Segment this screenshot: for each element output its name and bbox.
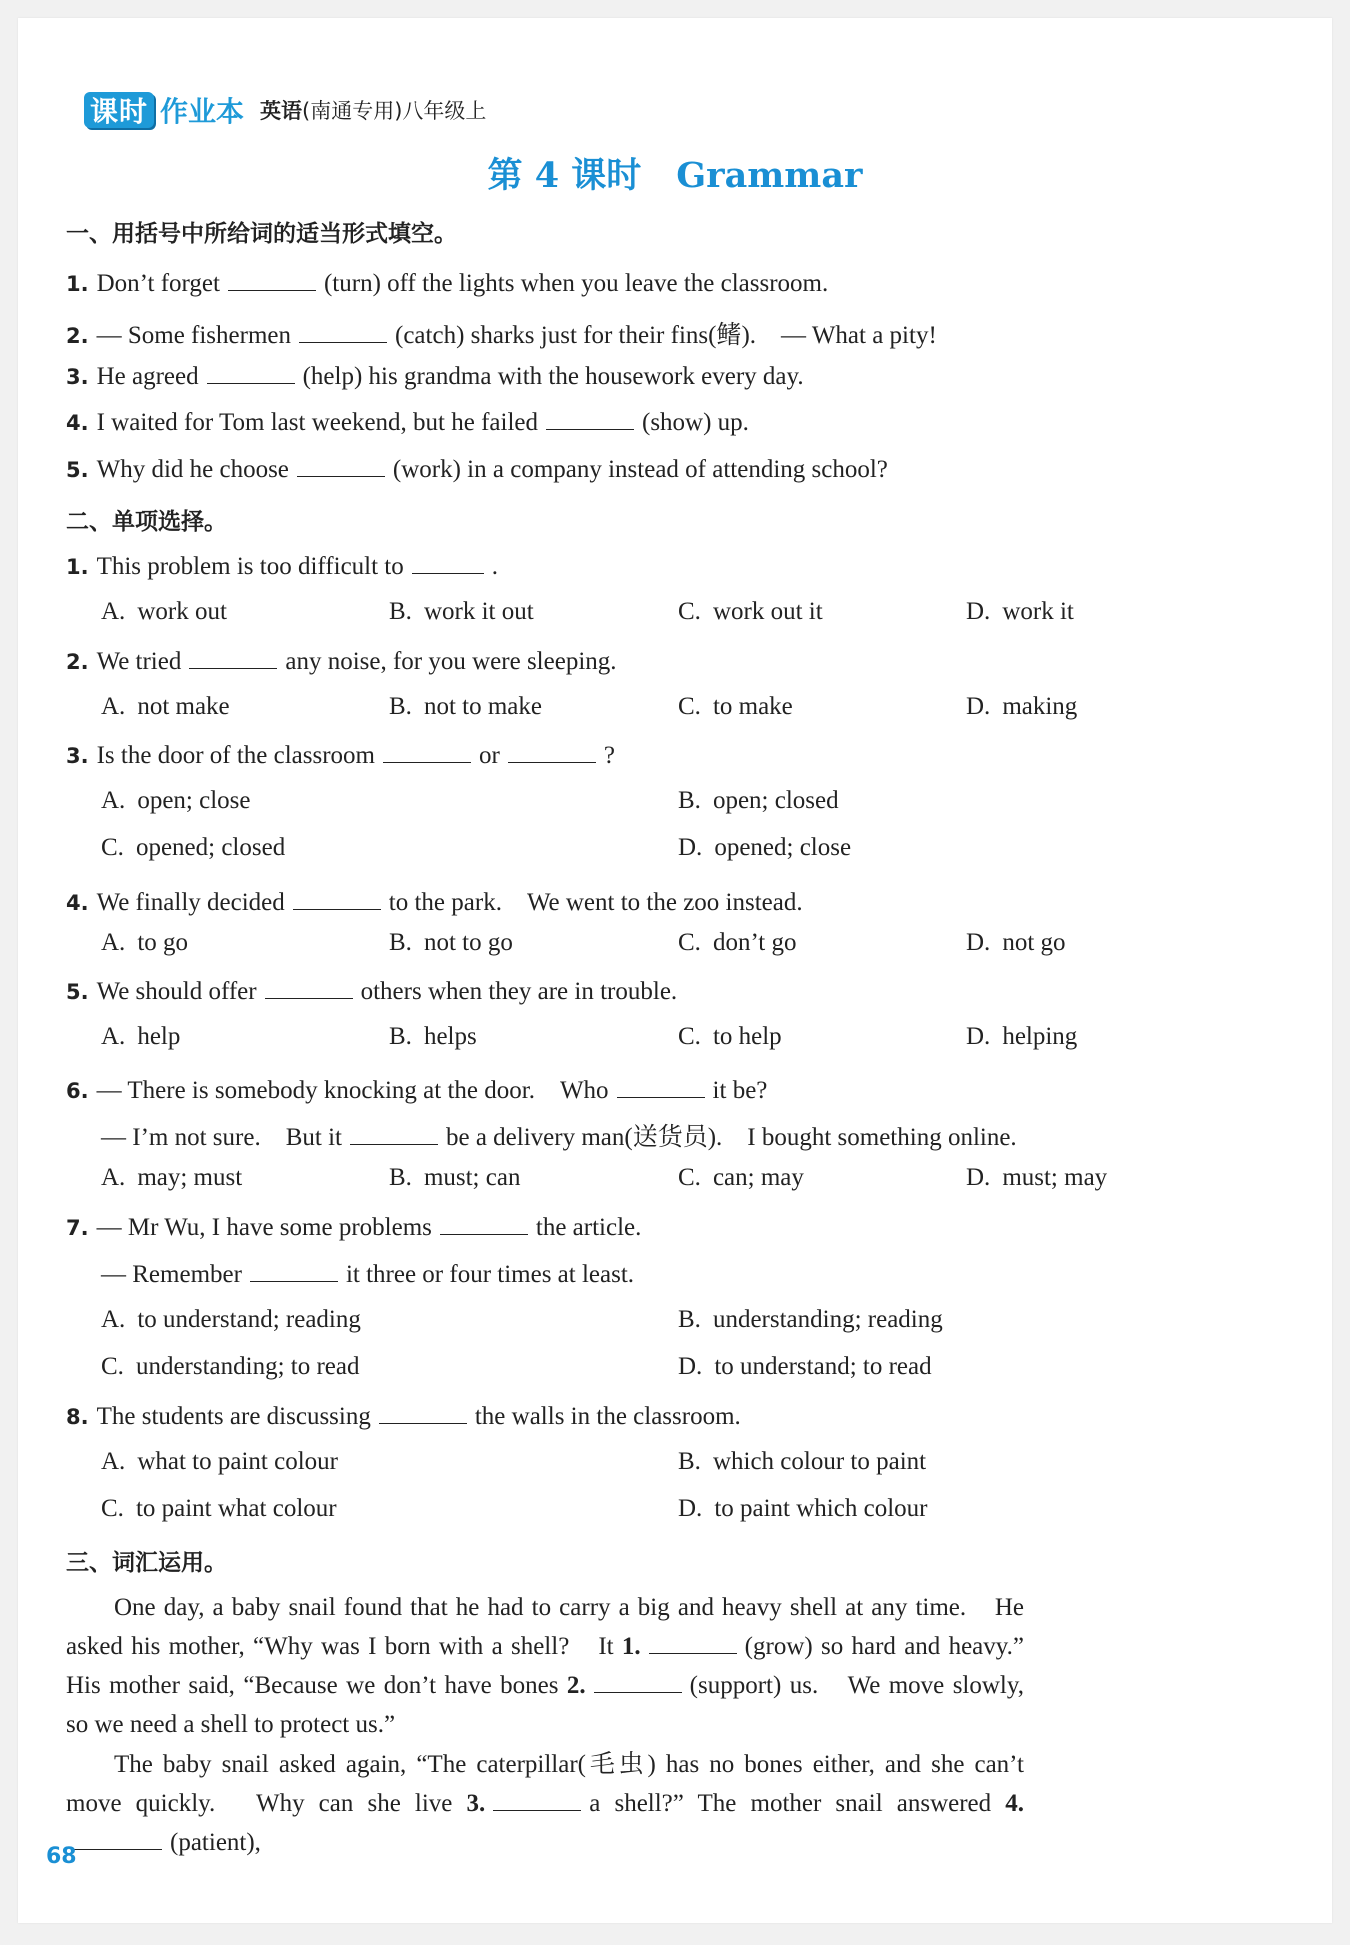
answer-blank[interactable] (379, 1401, 467, 1424)
answer-blank[interactable] (350, 1122, 438, 1145)
option-d[interactable]: D. helping (966, 1023, 1078, 1050)
fill-question-4: 4. I waited for Tom last weekend, but he failed (show) up. (66, 409, 749, 436)
answer-blank[interactable] (546, 407, 634, 430)
option-a[interactable]: A. help (101, 1023, 181, 1050)
option-b[interactable]: B. must; can (389, 1164, 521, 1191)
option-d[interactable]: D. opened; close (678, 834, 852, 861)
answer-blank[interactable] (383, 740, 471, 763)
option-d[interactable]: D. to understand; to read (678, 1353, 932, 1380)
brand-logo: 课时 (84, 92, 154, 128)
option-b[interactable]: B. work it out (389, 598, 534, 625)
fill-question-2: 2. — Some fishermen (catch) sharks just for their fins(鳍). — What a pity! (66, 322, 937, 349)
choice-question-8: 8. The students are discussing the walls in the classroom. (66, 1403, 741, 1430)
passage-paragraph-2: The baby snail asked again, “The caterpillar(毛虫) has no bones either, and she can’t move quickly. Why can she live 3. a shell?” The mother snail answered 4.(patient), (66, 1751, 1025, 1856)
option-a[interactable]: A. may; must (101, 1164, 243, 1191)
option-a[interactable]: A. to go (101, 929, 189, 956)
answer-blank[interactable] (297, 454, 385, 477)
option-a[interactable]: A. not make (101, 693, 230, 720)
option-a[interactable]: A. work out (101, 598, 227, 625)
fill-question-1: 1. Don’t forget (turn) off the lights when you leave the classroom. (66, 270, 829, 297)
answer-blank[interactable] (74, 1827, 162, 1850)
option-d[interactable]: D. not go (966, 929, 1066, 956)
option-d[interactable]: D. must; may (966, 1164, 1108, 1191)
answer-blank[interactable] (440, 1212, 528, 1235)
choice-question-6: 6. — There is somebody knocking at the door. Who it be? (66, 1077, 768, 1104)
page-header (84, 88, 486, 132)
option-d[interactable]: D. to paint which colour (678, 1495, 928, 1522)
choice-question-6-line2: — I’m not sure. But it be a delivery man(送货员). I bought something online. (101, 1124, 1017, 1151)
fill-question-5: 5. Why did he choose (work) in a company instead of attending school? (66, 456, 888, 483)
answer-blank[interactable] (228, 268, 316, 291)
choice-question-3: 3. Is the door of the classroom or ? (66, 742, 615, 769)
choice-question-5: 5. We should offer others when they are in trouble. (66, 978, 678, 1005)
choice-question-2: 2. We tried any noise, for you were sleeping. (66, 648, 617, 675)
option-c[interactable]: C. work out it (678, 598, 823, 625)
lesson-title: 第 4 课时 Grammar (487, 155, 863, 196)
option-c[interactable]: C. understanding; to read (101, 1353, 360, 1380)
option-b[interactable]: B. understanding; reading (678, 1306, 943, 1333)
option-c[interactable]: C. to make (678, 693, 793, 720)
answer-blank[interactable] (617, 1075, 705, 1098)
option-a[interactable]: A. open; close (101, 787, 251, 814)
option-b[interactable]: B. helps (389, 1023, 477, 1050)
brand-logo-text: 作业本 (160, 95, 245, 128)
option-c[interactable]: C. can; may (678, 1164, 804, 1191)
answer-blank[interactable] (250, 1259, 338, 1282)
passage-paragraph-1: One day, a baby snail found that he had to carry a big and heavy shell at any time. He asked his mother, “Why was I born with a shell? It 1. (grow) so hard and heavy.” His mother said, “Because we don’t have bones 2. (support) us. We move slowly, so we need a shell to protect us.” (66, 1594, 1050, 1738)
option-c[interactable]: C. opened; closed (101, 834, 286, 861)
option-b[interactable]: B. which colour to paint (678, 1448, 927, 1475)
page-number: 68 (46, 1844, 77, 1869)
section-heading-fill-in: 一、用括号中所给词的适当形式填空。 (66, 221, 457, 247)
choice-question-4: 4. We finally decided to the park. We went to the zoo instead. (66, 889, 803, 916)
section-heading-vocabulary: 三、词汇运用。 (66, 1550, 227, 1576)
answer-blank[interactable] (493, 1788, 581, 1811)
option-a[interactable]: A. to understand; reading (101, 1306, 361, 1333)
choice-question-1: 1. This problem is too difficult to . (66, 553, 498, 580)
option-b[interactable]: B. open; closed (678, 787, 839, 814)
option-d[interactable]: D. making (966, 693, 1078, 720)
fill-question-3: 3. He agreed (help) his grandma with the housework every day. (66, 363, 804, 390)
option-d[interactable]: D. work it (966, 598, 1074, 625)
answer-blank[interactable] (299, 320, 387, 343)
choice-question-7: 7. — Mr Wu, I have some problems the article. (66, 1214, 642, 1241)
option-b[interactable]: B. not to go (389, 929, 513, 956)
option-b[interactable]: B. not to make (389, 693, 542, 720)
answer-blank[interactable] (293, 887, 381, 910)
choice-question-7-line2: — Remember it three or four times at least. (101, 1261, 635, 1288)
answer-blank[interactable] (594, 1670, 682, 1693)
answer-blank[interactable] (508, 740, 596, 763)
answer-blank[interactable] (265, 976, 353, 999)
answer-blank[interactable] (649, 1631, 737, 1654)
option-c[interactable]: C. don’t go (678, 929, 797, 956)
subject-label: 英语(南通专用)八年级上 (260, 99, 487, 123)
option-c[interactable]: C. to help (678, 1023, 782, 1050)
option-a[interactable]: A. what to paint colour (101, 1448, 338, 1475)
option-c[interactable]: C. to paint what colour (101, 1495, 337, 1522)
section-heading-multiple-choice: 二、单项选择。 (66, 509, 227, 535)
worksheet-page (18, 18, 1332, 1923)
answer-blank[interactable] (412, 551, 484, 574)
answer-blank[interactable] (189, 646, 277, 669)
answer-blank[interactable] (207, 361, 295, 384)
